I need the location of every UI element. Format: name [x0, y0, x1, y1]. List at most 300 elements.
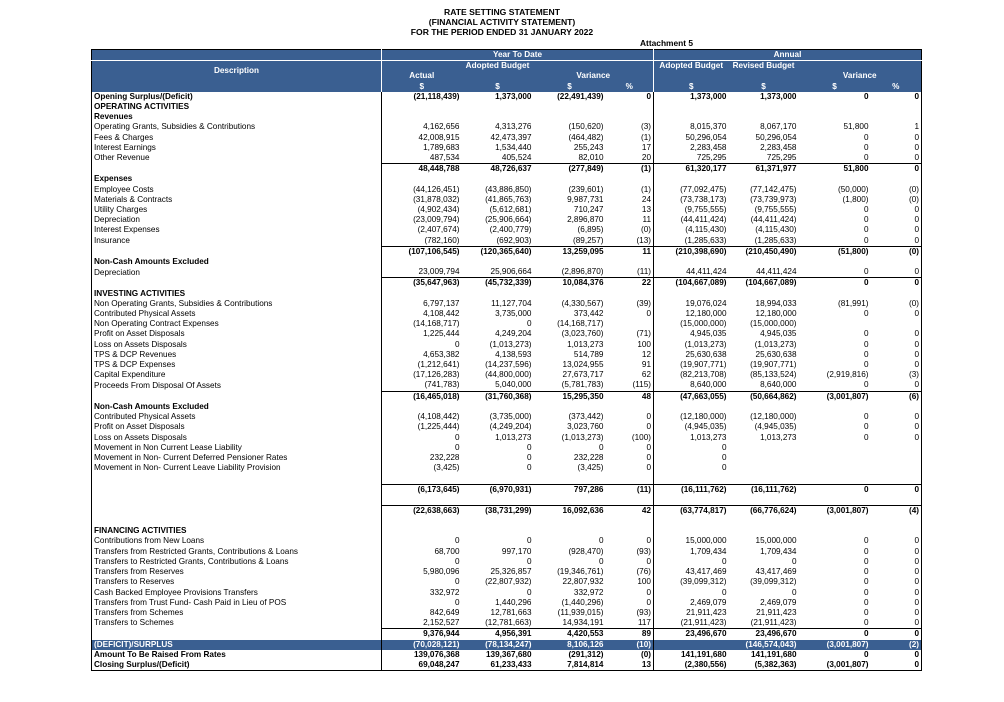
empty-cell: [871, 495, 922, 506]
annual-adopted-budget-cell: (39,099,312): [654, 577, 729, 587]
ytd-adopted-budget-cell: 1,013,273: [495, 432, 532, 442]
annual-variance-amount-cell: [799, 289, 871, 299]
ytd-adopted-budget-cell: (22,807,932): [485, 577, 532, 587]
ytd-variance-percent-cell: 12: [641, 349, 651, 359]
header-year-to-date: Year To Date: [382, 50, 654, 61]
annual-variance-amount-cell: 0: [863, 142, 869, 152]
annual-revised-budget-cell: [729, 289, 799, 299]
annual-adopted-budget-cell: (104,667,089): [654, 278, 729, 289]
ytd-variance-percent-cell: (11): [637, 267, 651, 277]
annual-variance-amount-cell: [799, 453, 871, 463]
ytd-adopted-budget-cell: 11,127,704: [491, 298, 532, 308]
actual-cell: 48,448,788: [382, 164, 462, 175]
annual-variance-percent-cell: [871, 174, 922, 184]
actual-cell: [382, 257, 462, 267]
actual-cell: (22,638,663): [382, 505, 462, 516]
empty-cell: [606, 495, 654, 506]
annual-revised-budget-cell: (21,911,423): [750, 618, 797, 628]
row-description: Cash Backed Employee Provisions Transfers: [94, 587, 258, 597]
annual-variance-amount-cell: [799, 402, 871, 412]
ytd-variance-amount-cell: (150,620): [568, 122, 604, 132]
row-description: [92, 246, 382, 257]
annual-adopted-budget-cell: (210,398,690): [654, 246, 729, 257]
ytd-variance-amount-cell: 255,243: [573, 142, 604, 152]
annual-variance-amount-cell: 0: [863, 556, 869, 566]
section-heading: Non-Cash Amounts Excluded: [94, 401, 209, 411]
header-adopted-budget-annual: Adopted Budget: [654, 61, 729, 72]
annual-variance-percent-cell: [871, 257, 922, 267]
annual-variance-percent-cell: [871, 402, 922, 412]
annual-adopted-budget-cell: (15,000,000): [654, 319, 729, 329]
annual-variance-percent-cell: (4): [871, 505, 922, 516]
ytd-variance-amount-cell: (1,013,273): [561, 432, 604, 442]
ytd-variance-percent-cell: (76): [636, 567, 651, 577]
section-heading-row: [92, 526, 922, 536]
annual-adopted-budget-cell: 23,496,670: [654, 629, 729, 640]
ytd-variance-percent-cell: (39): [636, 298, 651, 308]
annual-variance-amount-cell: 0: [863, 349, 869, 359]
ytd-variance-percent-cell: 0: [646, 422, 651, 432]
row-description: Transfers to Restricted Grants, Contributions & Loans: [94, 556, 289, 566]
ytd-variance-percent-cell: (0): [640, 225, 651, 235]
annual-variance-amount-cell: (51,800): [799, 246, 871, 257]
annual-variance-percent-cell: 0: [914, 235, 919, 245]
ytd-adopted-budget-cell: (31,760,368): [462, 391, 534, 402]
actual-cell: 139,076,368: [382, 650, 462, 660]
annual-revised-budget-cell: 18,994,033: [755, 298, 797, 308]
actual-cell: 332,972: [382, 588, 462, 598]
ytd-adopted-budget-cell: (41,865,763): [485, 194, 532, 204]
annual-revised-budget-cell: 15,000,000: [755, 536, 797, 546]
annual-revised-budget-cell: 4,945,035: [760, 329, 797, 339]
annual-adopted-budget-cell: 44,411,424: [654, 267, 729, 278]
ytd-adopted-budget-cell: (6,970,931): [462, 484, 534, 495]
row-description: Profit on Asset Disposals: [94, 422, 185, 432]
table-row: [92, 185, 922, 195]
table-row: [92, 246, 922, 257]
annual-variance-percent-cell: 0: [914, 422, 919, 432]
ytd-variance-percent-cell: (0): [640, 649, 651, 659]
annual-variance-amount-cell: 0: [863, 339, 869, 349]
ytd-variance-percent-cell: (71): [636, 329, 651, 339]
header-variance-ytd: Variance: [534, 61, 654, 82]
actual-cell: 0: [382, 598, 462, 608]
annual-adopted-budget-cell: (16,111,762): [654, 484, 729, 495]
annual-revised-budget-cell: [729, 112, 799, 122]
table-row: [92, 391, 922, 402]
ytd-variance-percent-cell: (3): [640, 122, 651, 132]
table-row: [92, 536, 922, 546]
ytd-variance-percent-cell: 11: [606, 246, 654, 257]
annual-variance-percent-cell: 0: [914, 536, 919, 546]
actual-cell: (21,118,439): [382, 92, 462, 102]
ytd-adopted-budget-cell: [462, 112, 534, 122]
annual-revised-budget-cell: [729, 102, 799, 112]
annual-variance-percent-cell: [871, 289, 922, 299]
report-title-block: [0, 7, 1004, 38]
ytd-variance-percent-cell: 22: [606, 278, 654, 289]
table-row: [92, 608, 922, 618]
row-description: Depreciation: [94, 267, 140, 277]
annual-revised-budget-cell: 2,283,458: [760, 142, 797, 152]
annual-variance-amount-cell: 0: [863, 618, 869, 628]
annual-adopted-budget-cell: 8,015,370: [654, 122, 729, 132]
section-heading: INVESTING ACTIVITIES: [94, 288, 186, 298]
ytd-variance-amount-cell: (14,168,717): [557, 319, 604, 329]
section-heading-row: [92, 112, 922, 122]
ytd-variance-amount-cell: 22,807,932: [562, 577, 604, 587]
annual-variance-amount-cell: 0: [863, 567, 869, 577]
table-row: [92, 143, 922, 153]
annual-variance-percent-cell: 0: [914, 349, 919, 359]
report-subtitle: (FINANCIAL ACTIVITY STATEMENT): [428, 17, 576, 28]
annual-variance-amount-cell: 0: [863, 587, 869, 597]
annual-variance-percent-cell: [871, 526, 922, 536]
actual-cell: (782,160): [382, 236, 462, 247]
annual-variance-percent-cell: 0: [914, 309, 919, 319]
row-description: TPS & DCP Expenses: [94, 360, 176, 370]
annual-variance-amount-cell: 0: [863, 215, 869, 225]
table-row: [92, 640, 922, 650]
actual-cell: 4,108,442: [382, 309, 462, 319]
row-description: (DEFICIT)/SURPLUS: [92, 640, 382, 650]
table-row: [92, 567, 922, 577]
table-row: [92, 133, 922, 143]
ytd-adopted-budget-cell: (2,400,779): [489, 225, 532, 235]
annual-variance-percent-cell: 0: [914, 432, 919, 442]
table-row: [92, 443, 922, 453]
annual-revised-budget-cell: [729, 463, 799, 473]
annual-adopted-budget-cell: 8,640,000: [654, 380, 729, 391]
row-description: Operating Grants, Subsidies & Contributions: [94, 122, 256, 132]
ytd-variance-percent-cell: 11: [642, 215, 651, 225]
table-row: [92, 195, 922, 205]
annual-variance-percent-cell: [871, 443, 922, 453]
ytd-variance-percent-cell: 48: [606, 391, 654, 402]
row-description: Non Operating Contract Expenses: [94, 319, 219, 329]
table-row: [92, 650, 922, 660]
ytd-variance-amount-cell: (277,849): [534, 164, 606, 175]
ytd-variance-percent-cell: [606, 402, 654, 412]
row-description: Other Revenue: [94, 153, 150, 163]
ytd-variance-percent-cell: 0: [646, 412, 651, 422]
ytd-variance-amount-cell: 373,442: [573, 309, 604, 319]
annual-variance-percent-cell: 0: [914, 597, 919, 607]
annual-variance-percent-cell: (3): [908, 370, 919, 380]
ytd-variance-amount-cell: (928,470): [568, 546, 604, 556]
actual-cell: 6,797,137: [382, 299, 462, 309]
annual-adopted-budget-cell: (4,115,430): [654, 225, 729, 235]
annual-variance-amount-cell: 51,800: [799, 164, 871, 175]
ytd-variance-amount-cell: (239,601): [568, 184, 604, 194]
annual-adopted-budget-cell: 0: [654, 463, 729, 473]
table-row: [92, 380, 922, 391]
ytd-adopted-budget-cell: (78,134,247): [462, 640, 534, 650]
table-body: [92, 92, 922, 671]
actual-cell: 4,653,382: [382, 350, 462, 360]
row-description: TPS & DCP Revenues: [94, 349, 177, 359]
annual-variance-amount-cell: 0: [863, 91, 869, 101]
ytd-variance-amount-cell: (373,442): [568, 412, 604, 422]
table-row: [92, 660, 922, 671]
annual-adopted-budget-cell: 1,013,273: [654, 433, 729, 443]
table-row: [92, 299, 922, 309]
annual-variance-percent-cell: 0: [914, 546, 919, 556]
ytd-variance-percent-cell: 91: [641, 360, 651, 370]
ytd-variance-amount-cell: 82,010: [578, 153, 604, 163]
annual-adopted-budget-cell: 61,320,177: [654, 164, 729, 175]
ytd-adopted-budget-cell: [462, 289, 534, 299]
annual-adopted-budget-cell: [654, 174, 729, 184]
actual-cell: (44,126,451): [382, 185, 462, 195]
actual-cell: 842,649: [382, 608, 462, 618]
table-row: [92, 547, 922, 557]
annual-variance-amount-cell: [799, 174, 871, 184]
ytd-variance-percent-cell: [606, 112, 654, 122]
empty-cell: [92, 495, 382, 506]
empty-cell: [729, 473, 799, 484]
annual-variance-amount-cell: (3,001,807): [799, 505, 871, 516]
table-row: [92, 484, 922, 495]
ytd-variance-amount-cell: (3,425): [577, 463, 604, 473]
annual-adopted-budget-cell: 1,709,434: [654, 547, 729, 557]
ytd-variance-amount-cell: [534, 257, 606, 267]
annual-adopted-budget-cell: 15,000,000: [654, 536, 729, 546]
annual-variance-percent-cell: 0: [914, 215, 919, 225]
ytd-variance-amount-cell: [534, 112, 606, 122]
ytd-variance-percent-cell: 100: [637, 339, 651, 349]
ytd-variance-amount-cell: (464,482): [568, 132, 604, 142]
empty-cell: [534, 473, 606, 484]
ytd-adopted-budget-cell: (692,903): [496, 235, 532, 245]
annual-variance-amount-cell: 0: [863, 225, 869, 235]
actual-cell: (107,106,545): [382, 246, 462, 257]
table-row: [92, 225, 922, 235]
row-description: Loss on Assets Disposals: [94, 339, 187, 349]
annual-variance-amount-cell: [799, 102, 871, 112]
annual-adopted-budget-cell: [654, 640, 729, 650]
actual-cell: 0: [382, 557, 462, 567]
ytd-variance-amount-cell: 232,228: [573, 452, 604, 462]
ytd-variance-amount-cell: 514,789: [573, 349, 604, 359]
ytd-variance-percent-cell: (11): [606, 484, 654, 495]
annual-revised-budget-cell: (12,180,000): [750, 412, 797, 422]
annual-variance-amount-cell: 0: [863, 329, 869, 339]
header-annual: Annual: [654, 50, 922, 61]
annual-revised-budget-cell: (15,000,000): [750, 319, 797, 329]
actual-cell: (3,425): [382, 463, 462, 473]
ytd-adopted-budget-cell: 139,367,680: [485, 649, 532, 659]
actual-cell: 68,700: [382, 547, 462, 557]
actual-cell: [382, 112, 462, 122]
annual-revised-budget-cell: 12,180,000: [755, 309, 797, 319]
annual-adopted-budget-cell: 19,076,024: [654, 299, 729, 309]
annual-variance-amount-cell: 0: [863, 205, 869, 215]
empty-cell: [462, 495, 534, 506]
annual-revised-budget-cell: 43,417,469: [755, 567, 797, 577]
header-pad: [729, 71, 799, 81]
annual-variance-percent-cell: 0: [871, 484, 922, 495]
annual-revised-budget-cell: (77,142,475): [750, 184, 797, 194]
row-description: Interest Earnings: [94, 142, 156, 152]
unit-percent: %: [606, 82, 654, 92]
ytd-adopted-budget-cell: (25,906,664): [485, 215, 532, 225]
annual-adopted-budget-cell: (73,738,173): [654, 195, 729, 205]
ytd-variance-percent-cell: (1): [640, 132, 651, 142]
annual-adopted-budget-cell: (44,411,424): [654, 215, 729, 225]
annual-variance-amount-cell: 0: [863, 309, 869, 319]
row-description: Transfers from Trust Fund- Cash Paid in Lieu of POS: [94, 597, 287, 607]
ytd-adopted-budget-cell: 1,440,296: [495, 597, 532, 607]
annual-variance-percent-cell: [871, 319, 922, 329]
row-description: Closing Surplus/(Deficit): [94, 659, 190, 669]
empty-cell: [654, 495, 729, 506]
ytd-variance-percent-cell: 89: [606, 629, 654, 640]
annual-adopted-budget-cell: 0: [654, 557, 729, 567]
annual-variance-percent-cell: 0: [914, 607, 919, 617]
section-heading: Revenues: [94, 112, 133, 122]
table-row: [92, 340, 922, 350]
annual-adopted-budget-cell: (1,285,633): [654, 236, 729, 247]
ytd-variance-amount-cell: (6,895): [577, 225, 604, 235]
actual-cell: (14,168,717): [382, 319, 462, 329]
table-row: [92, 164, 922, 175]
ytd-adopted-budget-cell: 4,249,204: [495, 329, 532, 339]
report-period: FOR THE PERIOD ENDED 31 JANUARY 2022: [410, 27, 594, 38]
annual-variance-amount-cell: (3,001,807): [826, 659, 869, 669]
section-heading: Expenses: [94, 174, 133, 184]
annual-adopted-budget-cell: 0: [654, 588, 729, 598]
ytd-variance-amount-cell: (5,781,783): [561, 380, 604, 390]
table-row: [92, 505, 922, 516]
annual-variance-amount-cell: 0: [863, 267, 869, 277]
annual-revised-budget-cell: (1,285,633): [754, 235, 797, 245]
ytd-variance-percent-cell: 0: [646, 556, 651, 566]
annual-variance-amount-cell: (81,991): [838, 298, 869, 308]
annual-revised-budget-cell: (146,574,043): [729, 640, 799, 650]
ytd-variance-percent-cell: (115): [632, 380, 651, 390]
ytd-variance-amount-cell: 27,673,717: [562, 370, 604, 380]
annual-revised-budget-cell: (1,013,273): [754, 339, 797, 349]
table-row: [92, 360, 922, 370]
header-variance-annual: Variance: [799, 61, 922, 82]
annual-revised-budget-cell: 1,013,273: [760, 432, 797, 442]
annual-variance-amount-cell: 0: [863, 432, 869, 442]
ytd-adopted-budget-cell: 1,373,000: [495, 91, 532, 101]
actual-cell: 42,008,915: [382, 133, 462, 143]
actual-cell: 0: [382, 443, 462, 453]
row-description: Profit on Asset Disposals: [94, 329, 185, 339]
header-actual: Actual: [382, 61, 462, 82]
annual-adopted-budget-cell: [654, 112, 729, 122]
table-row: [92, 236, 922, 247]
annual-revised-budget-cell: (66,776,624): [729, 505, 799, 516]
annual-variance-percent-cell: 0: [914, 360, 919, 370]
annual-variance-amount-cell: 0: [799, 484, 871, 495]
annual-variance-percent-cell: 0: [871, 278, 922, 289]
unit-dollar: $: [799, 82, 871, 92]
ytd-variance-percent-cell: 100: [637, 577, 651, 587]
ytd-adopted-budget-cell: [462, 526, 534, 536]
annual-revised-budget-cell: (19,907,771): [750, 360, 797, 370]
annual-variance-percent-cell: 0: [914, 577, 919, 587]
row-description: Utility Charges: [94, 205, 148, 215]
ytd-adopted-budget-cell: 405,524: [501, 153, 532, 163]
ytd-adopted-budget-cell: (43,886,850): [485, 184, 532, 194]
row-description: Interest Expenses: [94, 225, 160, 235]
annual-variance-percent-cell: 0: [914, 142, 919, 152]
annual-adopted-budget-cell: 0: [654, 443, 729, 453]
ytd-adopted-budget-cell: 42,473,397: [490, 132, 532, 142]
annual-adopted-budget-cell: (19,907,771): [654, 360, 729, 370]
ytd-variance-percent-cell: 62: [641, 370, 651, 380]
annual-adopted-budget-cell: (47,663,055): [654, 391, 729, 402]
empty-cell: [382, 473, 462, 484]
ytd-variance-percent-cell: 0: [646, 452, 651, 462]
annual-revised-budget-cell: 23,496,670: [729, 629, 799, 640]
annual-variance-percent-cell: 0: [914, 132, 919, 142]
ytd-variance-percent-cell: 17: [641, 142, 651, 152]
annual-variance-percent-cell: (6): [871, 391, 922, 402]
annual-adopted-budget-cell: 12,180,000: [654, 309, 729, 319]
annual-revised-budget-cell: (39,099,312): [750, 577, 797, 587]
actual-cell: 0: [382, 433, 462, 443]
empty-cell: [871, 473, 922, 484]
annual-adopted-budget-cell: 141,191,680: [654, 650, 729, 660]
annual-revised-budget-cell: [729, 257, 799, 267]
ytd-variance-amount-cell: (89,257): [573, 235, 604, 245]
ytd-variance-amount-cell: 14,934,191: [562, 618, 604, 628]
annual-adopted-budget-cell: (2,380,556): [654, 660, 729, 671]
ytd-adopted-budget-cell: 61,233,433: [490, 659, 532, 669]
ytd-variance-amount-cell: (11,939,015): [557, 607, 604, 617]
actual-cell: (70,028,121): [382, 640, 462, 650]
section-heading: OPERATING ACTIVITIES: [94, 102, 190, 111]
annual-variance-percent-cell: 0: [914, 267, 919, 277]
ytd-variance-percent-cell: 0: [646, 463, 651, 473]
spacer-row: [92, 516, 922, 526]
ytd-variance-percent-cell: (93): [636, 607, 651, 617]
annual-revised-budget-cell: (16,111,762): [729, 484, 799, 495]
empty-cell: [654, 473, 729, 484]
annual-revised-budget-cell: (104,667,089): [729, 278, 799, 289]
row-description: [92, 484, 382, 495]
annual-variance-amount-cell: 0: [863, 132, 869, 142]
ytd-adopted-budget-cell: 48,726,637: [462, 164, 534, 175]
ytd-variance-percent-cell: 24: [641, 194, 651, 204]
header-revised-budget: Revised Budget: [729, 61, 799, 72]
table-row: [92, 92, 922, 102]
table-row: [92, 422, 922, 432]
actual-cell: (4,108,442): [382, 412, 462, 422]
table-row: [92, 215, 922, 225]
row-description: Fees & Charges: [94, 132, 154, 142]
actual-cell: [382, 402, 462, 412]
section-heading: Non-Cash Amounts Excluded: [94, 257, 209, 267]
annual-revised-budget-cell: [729, 453, 799, 463]
annual-revised-budget-cell: 0: [791, 587, 797, 597]
annual-revised-budget-cell: 1,709,434: [760, 546, 797, 556]
row-description: Materials & Contracts: [94, 194, 173, 204]
row-description: [92, 505, 382, 516]
empty-cell: [729, 495, 799, 506]
actual-cell: (16,465,018): [382, 391, 462, 402]
annual-revised-budget-cell: [729, 402, 799, 412]
header-spacer: [92, 50, 382, 61]
ytd-adopted-budget-cell: 0: [526, 536, 532, 546]
annual-variance-amount-cell: 0: [799, 278, 871, 289]
annual-adopted-budget-cell: (1,013,273): [654, 340, 729, 350]
